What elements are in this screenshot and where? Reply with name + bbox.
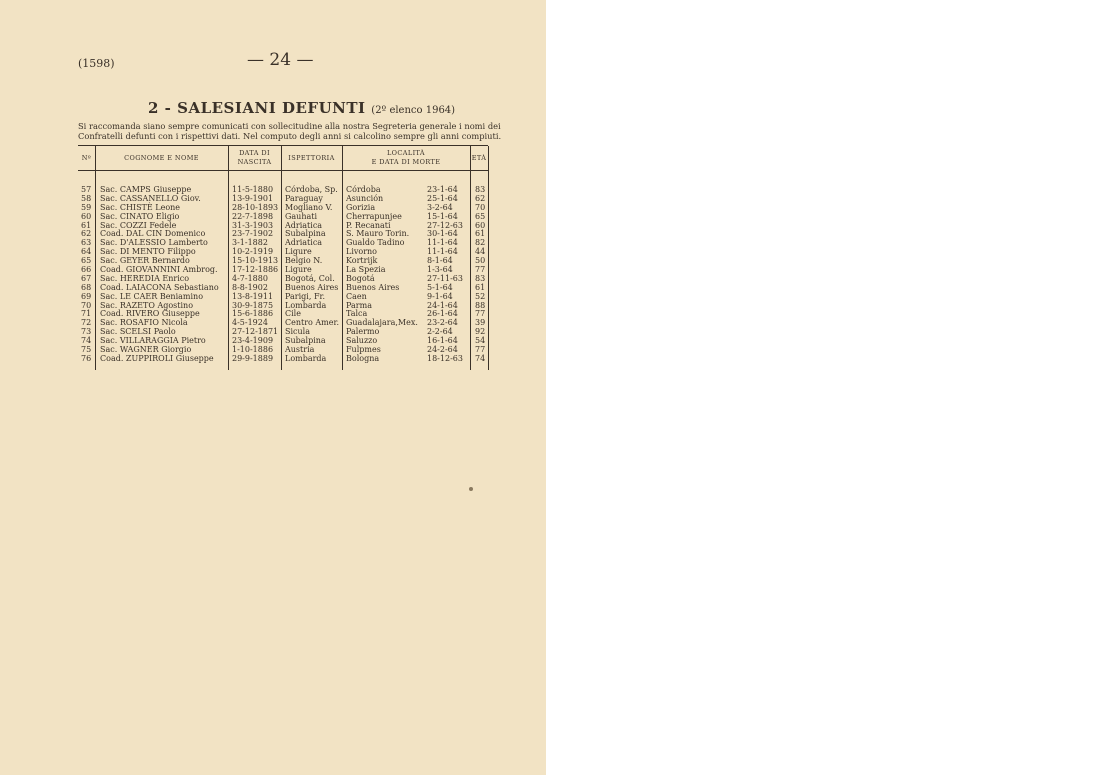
row-name: Sac. CASSANELLO Giov. — [100, 193, 201, 203]
section-title-sub: (2º elenco 1964) — [371, 105, 456, 116]
row-number: 65 — [81, 256, 92, 266]
row-inspectorate: Lombarda — [285, 300, 327, 310]
row-age: 92 — [475, 327, 486, 337]
header-birth-line-1: DATA DI — [239, 149, 270, 157]
row-number: 68 — [81, 282, 92, 292]
row-name: Sac. CAMPS Giuseppe — [100, 185, 192, 194]
row-age: 77 — [475, 265, 486, 275]
row-death-place: Livorno — [346, 247, 377, 257]
row-inspectorate: Buenos Aires — [285, 282, 339, 292]
row-number: 76 — [81, 353, 92, 363]
row-death-date: 24-1-64 — [427, 300, 458, 310]
row-birth-date: 31-3-1903 — [232, 220, 274, 230]
row-death-date: 27-12-63 — [427, 220, 463, 230]
row-death-date: 26-1-64 — [427, 309, 458, 319]
row-death-date: 23-2-64 — [427, 318, 458, 328]
row-death-date: 25-1-64 — [427, 193, 458, 203]
row-death-date: 11-1-64 — [427, 238, 458, 248]
row-death-place: Gualdo Tadino — [346, 238, 405, 248]
row-number: 72 — [81, 318, 92, 328]
row-age: 39 — [475, 318, 486, 328]
row-age: 83 — [475, 185, 486, 194]
row-age: 62 — [475, 193, 486, 203]
row-birth-date: 30-9-1875 — [232, 300, 274, 310]
row-birth-date: 17-12-1886 — [232, 265, 279, 275]
document-page — [0, 0, 546, 775]
row-age: 88 — [475, 300, 486, 310]
page-number: — 24 — — [247, 50, 314, 70]
header-divider — [78, 170, 488, 171]
row-inspectorate: Sicula — [285, 327, 310, 337]
row-death-date: 23-1-64 — [427, 185, 458, 194]
row-birth-date: 1-10-1886 — [232, 345, 274, 355]
row-death-date: 16-1-64 — [427, 336, 458, 346]
row-name: Sac. CHISTÈ Leone — [100, 202, 181, 212]
row-death-date: 3-2-64 — [427, 202, 453, 212]
row-name: Sac. RAZETO Agostino — [100, 300, 194, 310]
row-age: 54 — [475, 336, 486, 346]
row-birth-date: 29-9-1889 — [232, 353, 274, 363]
row-name: Sac. SCELSI Paolo — [100, 327, 176, 337]
section-title — [148, 99, 455, 117]
row-inspectorate: Paraguay — [285, 193, 323, 203]
row-inspectorate: Subalpina — [285, 336, 326, 346]
row-name: Sac. DI MENTO Filippo — [100, 247, 196, 257]
row-inspectorate: Centro Amer. — [285, 318, 339, 328]
row-inspectorate: Córdoba, Sp. — [285, 185, 338, 194]
row-death-place: Fulpmes — [346, 345, 381, 355]
row-name: Coad. ZUPPIROLI Giuseppe — [100, 353, 214, 363]
row-name: Coad. RIVERO Giuseppe — [100, 309, 200, 319]
row-name: Sac. VILLARAGGIA Pietro — [100, 336, 206, 346]
row-name: Sac. D'ALESSIO Lamberto — [100, 238, 208, 248]
row-inspectorate: Mogliano V. — [285, 202, 333, 212]
table-body — [78, 186, 488, 364]
row-number: 57 — [81, 185, 92, 194]
row-inspectorate: Gauhati — [285, 211, 318, 221]
row-number: 74 — [81, 336, 92, 346]
row-age: 82 — [475, 238, 486, 248]
header-birth-line-2: NASCITA — [237, 158, 272, 166]
row-inspectorate: Lombarda — [285, 353, 327, 363]
row-inspectorate: Belgio N. — [285, 256, 323, 266]
header-number: Nº — [81, 154, 92, 162]
row-inspectorate: Adriatica — [285, 238, 323, 248]
row-death-date: 1-3-64 — [427, 265, 453, 275]
row-number: 70 — [81, 300, 92, 310]
row-birth-date: 3-1-1882 — [232, 238, 268, 248]
row-death-date: 24-2-64 — [427, 345, 458, 355]
header-location — [342, 149, 470, 167]
row-age: 77 — [475, 345, 486, 355]
row-number: 73 — [81, 327, 92, 337]
row-birth-date: 28-10-1893 — [232, 202, 279, 212]
row-death-date: 15-1-64 — [427, 211, 458, 221]
row-name: Coad. DAL CIN Domenico — [100, 229, 206, 239]
row-death-date: 2-2-64 — [427, 327, 453, 337]
row-age: 52 — [475, 291, 486, 301]
row-birth-date: 27-12-1871 — [232, 327, 279, 337]
row-death-place: Talca — [346, 309, 368, 319]
row-death-place: Kortrijk — [346, 256, 378, 266]
row-age: 83 — [475, 273, 486, 283]
page-reference: (1598) — [78, 57, 115, 70]
row-death-place: Guadalajara,Mex. — [346, 318, 418, 328]
row-number: 58 — [81, 193, 92, 203]
row-death-place: Bologna — [346, 353, 380, 363]
row-death-place: Parma — [346, 300, 372, 310]
row-birth-date: 4-5-1924 — [232, 318, 268, 328]
header-inspectorate: ISPETTORIA — [288, 154, 335, 162]
row-age: 65 — [475, 211, 486, 221]
row-age: 77 — [475, 309, 486, 319]
row-number: 71 — [81, 309, 92, 319]
row-number: 67 — [81, 273, 92, 283]
row-age: 44 — [475, 247, 486, 257]
row-age: 60 — [475, 220, 486, 230]
row-death-date: 9-1-64 — [427, 291, 453, 301]
row-death-place: Gorizia — [346, 202, 376, 212]
row-number: 75 — [81, 345, 92, 355]
row-name: Sac. COZZI Fedele — [100, 220, 177, 230]
row-death-date: 5-1-64 — [427, 282, 453, 292]
row-name: Sac. ROSAFIO Nicola — [100, 318, 188, 328]
row-inspectorate: Adriatica — [285, 220, 323, 230]
row-name: Coad. LAIACONA Sebastiano — [100, 282, 219, 292]
row-birth-date: 22-7-1898 — [232, 211, 274, 221]
table-right-border — [488, 146, 489, 370]
row-death-place: Saluzzo — [346, 336, 378, 346]
intro-line-2: Confratelli defunti con i rispettivi dati. Nel computo degli anni si calcolino sempre gli anni compiuti. — [78, 131, 502, 141]
header-location-line-1: LOCALITÀ — [386, 149, 426, 157]
row-number: 59 — [81, 202, 92, 212]
row-birth-date: 13-9-1901 — [232, 193, 274, 203]
row-number: 66 — [81, 265, 92, 275]
section-title-main: 2 - SALESIANI DEFUNTI — [148, 99, 366, 117]
row-age: 70 — [475, 202, 486, 212]
row-death-place: Buenos Aires — [346, 282, 400, 292]
row-death-place: Palermo — [346, 327, 380, 337]
row-death-place: Córdoba — [346, 185, 381, 194]
row-birth-date: 23-4-1909 — [232, 336, 274, 346]
row-birth-date: 13-8-1911 — [232, 291, 274, 301]
header-name: COGNOME E NOME — [124, 154, 199, 162]
row-number: 61 — [81, 220, 92, 230]
row-age: 61 — [475, 282, 486, 292]
row-age: 74 — [475, 353, 486, 363]
intro-line-1: Si raccomanda siano sempre comunicati con sollecitudine alla nostra Segreteria generale i nomi dei — [78, 121, 501, 131]
row-death-place: Bogotá — [346, 273, 375, 283]
row-birth-date: 15-6-1886 — [232, 309, 274, 319]
header-birth — [228, 149, 281, 167]
row-inspectorate: Austria — [285, 345, 315, 355]
row-death-date: 8-1-64 — [427, 256, 453, 266]
row-name: Sac. GEYER Bernardo — [100, 256, 190, 266]
row-death-place: Cherrapunjee — [346, 211, 402, 221]
row-inspectorate: Ligure — [285, 265, 312, 275]
row-inspectorate: Bogotá, Col. — [285, 273, 335, 283]
row-name: Sac. WAGNER Giorgio — [100, 345, 192, 355]
row-number: 60 — [81, 211, 92, 221]
header-location-line-2: E DATA DI MORTE — [371, 158, 441, 166]
row-death-place: S. Mauro Torin. — [346, 229, 410, 239]
header-age: ETÀ — [471, 154, 487, 162]
row-death-date: 18-12-63 — [427, 353, 463, 363]
row-birth-date: 23-7-1902 — [232, 229, 274, 239]
table-row — [78, 355, 488, 364]
row-death-date: 27-11-63 — [427, 273, 463, 283]
row-death-place: Asunción — [346, 193, 384, 203]
row-inspectorate: Parigi, Fr. — [285, 291, 325, 301]
row-death-place: Caen — [346, 291, 367, 301]
row-inspectorate: Subalpina — [285, 229, 326, 239]
row-birth-date: 11-5-1880 — [232, 185, 274, 194]
row-birth-date: 15-10-1913 — [232, 256, 279, 266]
row-name: Sac. LE CAER Beniamino — [100, 291, 204, 301]
row-death-place: P. Recanati — [346, 220, 391, 230]
deceased-table — [78, 145, 488, 370]
row-name: Sac. CINATO Eligio — [100, 211, 180, 221]
row-name: Coad. GIOVANNINI Ambrog. — [100, 265, 218, 275]
row-number: 63 — [81, 238, 92, 248]
row-inspectorate: Cile — [285, 309, 301, 319]
row-death-place: La Spezia — [346, 265, 386, 275]
row-death-date: 11-1-64 — [427, 247, 458, 257]
intro-paragraph — [78, 121, 502, 141]
row-age: 61 — [475, 229, 486, 239]
row-inspectorate: Ligure — [285, 247, 312, 257]
paper-speck — [469, 487, 473, 491]
row-birth-date: 8-8-1902 — [232, 282, 268, 292]
row-number: 64 — [81, 247, 92, 257]
row-number: 69 — [81, 291, 92, 301]
row-age: 50 — [475, 256, 486, 266]
row-number: 62 — [81, 229, 92, 239]
row-name: Sac. HEREDIA Enrico — [100, 273, 190, 283]
row-birth-date: 10-2-1919 — [232, 247, 274, 257]
row-birth-date: 4-7-1880 — [232, 273, 268, 283]
row-death-date: 30-1-64 — [427, 229, 458, 239]
